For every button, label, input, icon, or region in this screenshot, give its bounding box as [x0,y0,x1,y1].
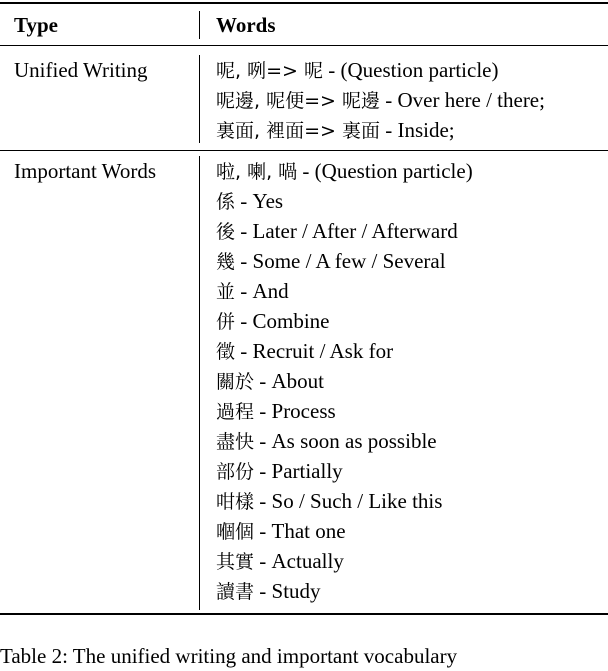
chinese-term: 併 [216,311,236,333]
column-divider [199,55,200,143]
word-entry [216,85,545,115]
english-meaning: - So / Such / Like this [254,489,443,513]
word-entry [216,576,473,606]
english-meaning: - Some / A few / Several [235,249,446,273]
word-entry [216,115,545,145]
table-top-rule [0,2,608,4]
chinese-term: 啦, 喇, 喎 [216,161,298,183]
word-entry [216,486,473,516]
english-meaning: - Actually [254,549,344,573]
english-meaning: - That one [254,519,346,543]
english-meaning: - And [235,279,289,303]
word-entry [216,336,473,366]
chinese-term: 其實 [216,551,255,573]
word-entry [216,246,473,276]
word-entry [216,186,473,216]
word-entry [216,276,473,306]
chinese-term: 並 [216,281,236,303]
chinese-term: 後 [216,221,236,243]
english-meaning: - (Question particle) [297,159,473,183]
row-type-unified-writing: Unified Writing [14,58,148,82]
english-meaning: - Recruit / Ask for [235,339,394,363]
chinese-term: 部份 [216,461,255,483]
english-meaning: - Process [254,399,336,423]
column-divider [199,156,200,610]
chinese-term: 嗰個 [216,521,255,543]
word-entry [216,216,473,246]
word-entry [216,456,473,486]
english-meaning: - Partially [254,459,343,483]
chinese-term: 讀書 [216,581,255,603]
english-meaning: - Yes [235,189,284,213]
chinese-term: 咁樣 [216,491,255,513]
word-entry [216,426,473,456]
header-rule [0,45,608,46]
chinese-term: 呢邊, 呢便=> 呢邊 [216,90,380,112]
row-separator-rule [0,150,608,151]
english-meaning: - Study [254,579,321,603]
english-meaning: - As soon as possible [254,429,437,453]
table-caption: Table 2: The unified writing and important vocabulary [0,644,458,668]
chinese-term: 裏面, 裡面=> 裏面 [216,120,380,142]
row-type-important-words: Important Words [14,159,156,183]
chinese-term: 徵 [216,341,236,363]
word-entry [216,366,473,396]
english-meaning: - Later / After / Afterward [235,219,458,243]
word-entry [216,306,473,336]
english-meaning: - Inside; [379,118,455,142]
important-words-list [216,156,473,606]
unified-writing-word-list [216,55,545,145]
column-header-type: Type [14,13,58,37]
chinese-term: 係 [216,191,236,213]
word-entry [216,546,473,576]
word-entry [216,55,545,85]
word-entry [216,516,473,546]
chinese-term: 過程 [216,401,255,423]
english-meaning: - About [254,369,325,393]
chinese-term: 呢, 咧=> 呢 [216,60,323,82]
column-header-words: Words [216,13,276,37]
chinese-term: 幾 [216,251,236,273]
word-entry [216,396,473,426]
chinese-term: 關於 [216,371,255,393]
column-divider [199,11,200,39]
word-entry [216,156,473,186]
english-meaning: - Over here / there; [379,88,545,112]
english-meaning: - Combine [235,309,330,333]
english-meaning: - (Question particle) [322,58,499,82]
chinese-term: 盡快 [216,431,255,453]
table-bottom-rule [0,613,608,615]
